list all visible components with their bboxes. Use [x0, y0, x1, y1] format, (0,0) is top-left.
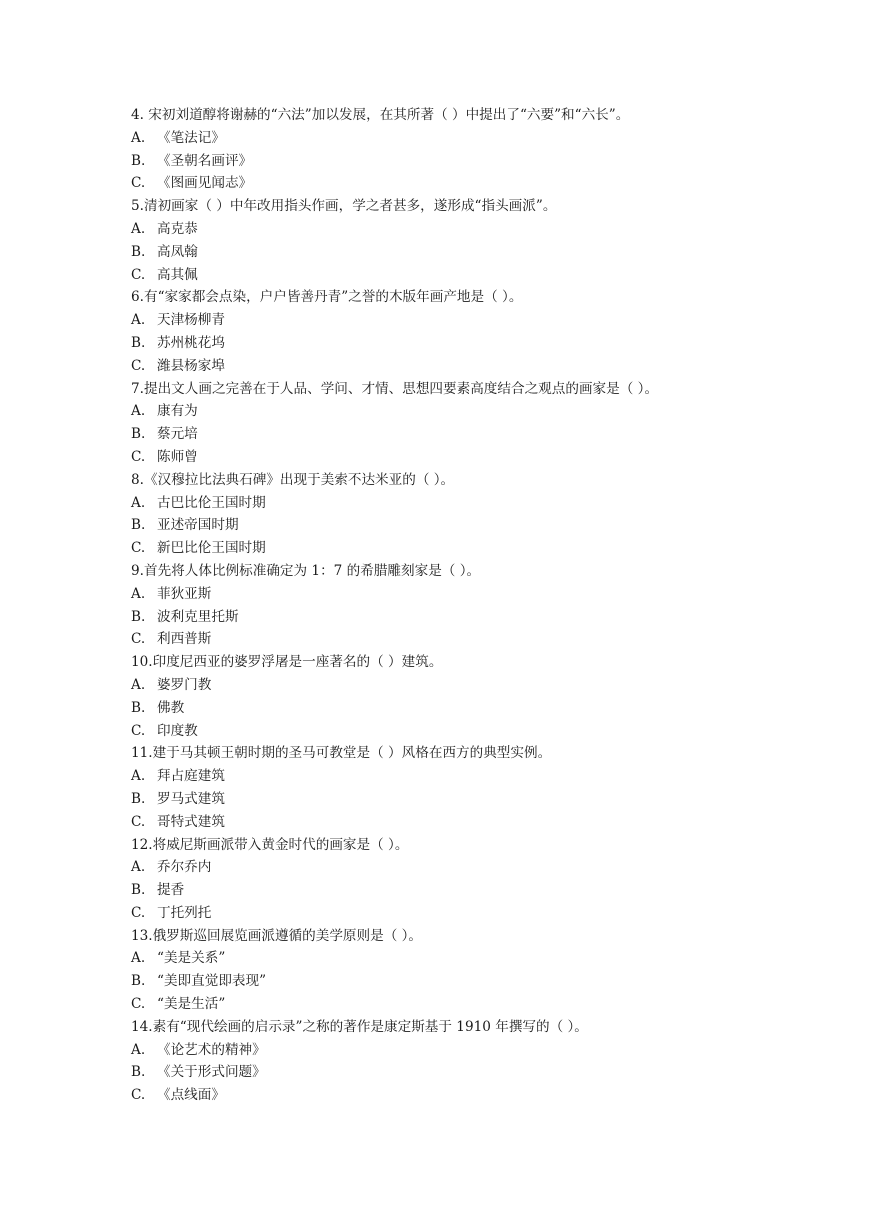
option-text: 亚述帝国时期 [157, 517, 239, 534]
answer-option [131, 606, 831, 629]
option-text: “美即直觉即表现” [157, 973, 267, 990]
answer-option [131, 150, 831, 173]
answer-option [131, 788, 831, 811]
answer-option [131, 514, 831, 537]
question-text: 8.《汉穆拉比法典石碑》出现于美索不达米亚的（ ）。 [131, 471, 455, 488]
answer-option [131, 970, 831, 993]
option-text: 苏州桃花坞 [157, 334, 225, 351]
question-item [131, 925, 831, 1016]
option-letter: A. [131, 676, 146, 693]
question-item [131, 378, 831, 469]
answer-option [131, 400, 831, 423]
option-text: 高其佩 [157, 266, 198, 283]
option-text: 波利克里托斯 [157, 608, 239, 625]
answer-option [131, 264, 831, 287]
option-letter: B. [131, 334, 146, 351]
option-text: 康有为 [157, 403, 198, 420]
answer-option [131, 423, 831, 446]
question-item [131, 104, 831, 195]
option-letter: C. [131, 1087, 146, 1104]
option-text: 《圣朝名画评》 [157, 152, 253, 169]
option-letter: A. [131, 494, 146, 511]
option-text: 陈师曾 [157, 448, 198, 465]
option-letter: A. [131, 585, 146, 602]
option-letter: B. [131, 517, 146, 534]
question-item [131, 286, 831, 377]
question-text: 4. 宋初刘道醇将谢赫的“六法”加以发展，在其所著（ ）中提出了“六要”和“六长”。 [131, 107, 630, 123]
option-letter: C. [131, 448, 146, 465]
option-letter: C. [131, 722, 146, 739]
option-text: 罗马式建筑 [157, 790, 225, 807]
option-text: 佛教 [157, 699, 185, 716]
option-text: 乔尔乔内 [157, 859, 212, 876]
question-text: 6.有“家家都会点染，户户皆善丹青”之誉的木版年画产地是（ ）。 [131, 289, 523, 306]
option-letter: A. [131, 1041, 146, 1058]
answer-option [131, 765, 831, 788]
question-text: 12.将威尼斯画派带入黄金时代的画家是（ ）。 [131, 836, 409, 853]
answer-option [131, 172, 831, 195]
answer-option [131, 218, 831, 241]
option-letter: B. [131, 790, 146, 807]
option-letter: C. [131, 357, 146, 374]
option-text: 《论艺术的精神》 [157, 1041, 266, 1058]
answer-option [131, 1061, 831, 1084]
option-text: 高凤翰 [157, 243, 198, 260]
option-letter: C. [131, 813, 146, 830]
option-letter: A. [131, 768, 146, 785]
option-letter: B. [131, 152, 146, 169]
option-text: 高克恭 [157, 220, 198, 237]
answer-option [131, 241, 831, 264]
answer-option [131, 355, 831, 378]
option-text: 《图画见闻志》 [157, 175, 253, 192]
answer-option [131, 127, 831, 150]
option-letter: C. [131, 266, 146, 283]
option-text: 丁托列托 [157, 904, 212, 921]
answer-option [131, 1084, 831, 1107]
question-text: 14.素有“现代绘画的启示录”之称的著作是康定斯基于 1910 年撰写的（ ）。 [131, 1018, 588, 1035]
option-letter: C. [131, 904, 146, 921]
answer-option [131, 697, 831, 720]
question-item [131, 834, 831, 925]
option-letter: A. [131, 129, 146, 146]
option-letter: B. [131, 699, 146, 716]
option-text: 印度教 [157, 722, 198, 739]
option-letter: C. [131, 996, 146, 1013]
option-letter: B. [131, 608, 146, 625]
question-item [131, 195, 831, 286]
option-text: 天津杨柳青 [157, 312, 225, 329]
answer-option [131, 332, 831, 355]
option-letter: C. [131, 540, 146, 557]
question-text: 7.提出文人画之完善在于人品、学问、才情、思想四要素高度结合之观点的画家是（ ）。 [131, 380, 659, 397]
option-text: 《笔法记》 [157, 129, 225, 146]
question-item [131, 742, 831, 833]
answer-option [131, 993, 831, 1016]
question-item [131, 651, 831, 742]
answer-option [131, 879, 831, 902]
option-letter: B. [131, 1064, 146, 1081]
answer-option [131, 628, 831, 651]
question-item [131, 1016, 831, 1107]
option-letter: A. [131, 859, 146, 876]
question-text: 13.俄罗斯巡回展览画派遵循的美学原则是（ ）。 [131, 927, 423, 944]
answer-option [131, 720, 831, 743]
option-text: 婆罗门教 [157, 676, 212, 693]
option-letter: B. [131, 243, 146, 260]
option-text: 《关于形式问题》 [157, 1064, 266, 1081]
option-text: 利西普斯 [157, 631, 212, 648]
option-letter: C. [131, 631, 146, 648]
option-letter: B. [131, 882, 146, 899]
option-letter: B. [131, 426, 146, 443]
option-letter: A. [131, 403, 146, 420]
answer-option [131, 674, 831, 697]
option-text: 提香 [157, 882, 185, 899]
answer-option [131, 583, 831, 606]
question-item [131, 469, 831, 560]
question-text: 11.建于马其顿王朝时期的圣马可教堂是（ ）风格在西方的典型实例。 [131, 745, 552, 762]
option-text: 潍县杨家埠 [157, 357, 225, 374]
answer-option [131, 1039, 831, 1062]
answer-option [131, 811, 831, 834]
answer-option [131, 856, 831, 879]
option-text: 古巴比伦王国时期 [157, 494, 266, 511]
question-item [131, 560, 831, 651]
answer-option [131, 902, 831, 925]
answer-option [131, 537, 831, 560]
question-text: 10.印度尼西亚的婆罗浮屠是一座著名的（ ）建筑。 [131, 654, 443, 671]
answer-option [131, 492, 831, 515]
question-text: 5.清初画家（ ）中年改用指头作画，学之者甚多，遂形成“指头画派”。 [131, 198, 557, 215]
option-text: “美是生活” [157, 996, 226, 1013]
option-text: 哥特式建筑 [157, 813, 225, 830]
question-list [131, 104, 831, 1107]
answer-option [131, 446, 831, 469]
option-text: 新巴比伦王国时期 [157, 540, 266, 557]
option-text: “美是关系” [157, 950, 226, 967]
answer-option [131, 947, 831, 970]
option-letter: A. [131, 950, 146, 967]
option-text: 拜占庭建筑 [157, 768, 225, 785]
option-text: 《点线面》 [157, 1087, 225, 1104]
option-letter: A. [131, 220, 146, 237]
document-page [131, 104, 831, 1107]
option-letter: A. [131, 312, 146, 329]
question-text: 9.首先将人体比例标准确定为 1：7 的希腊雕刻家是（ ）。 [131, 562, 481, 579]
option-letter: B. [131, 973, 146, 990]
answer-option [131, 309, 831, 332]
option-letter: C. [131, 175, 146, 192]
option-text: 蔡元培 [157, 426, 198, 443]
option-text: 菲狄亚斯 [157, 585, 212, 602]
